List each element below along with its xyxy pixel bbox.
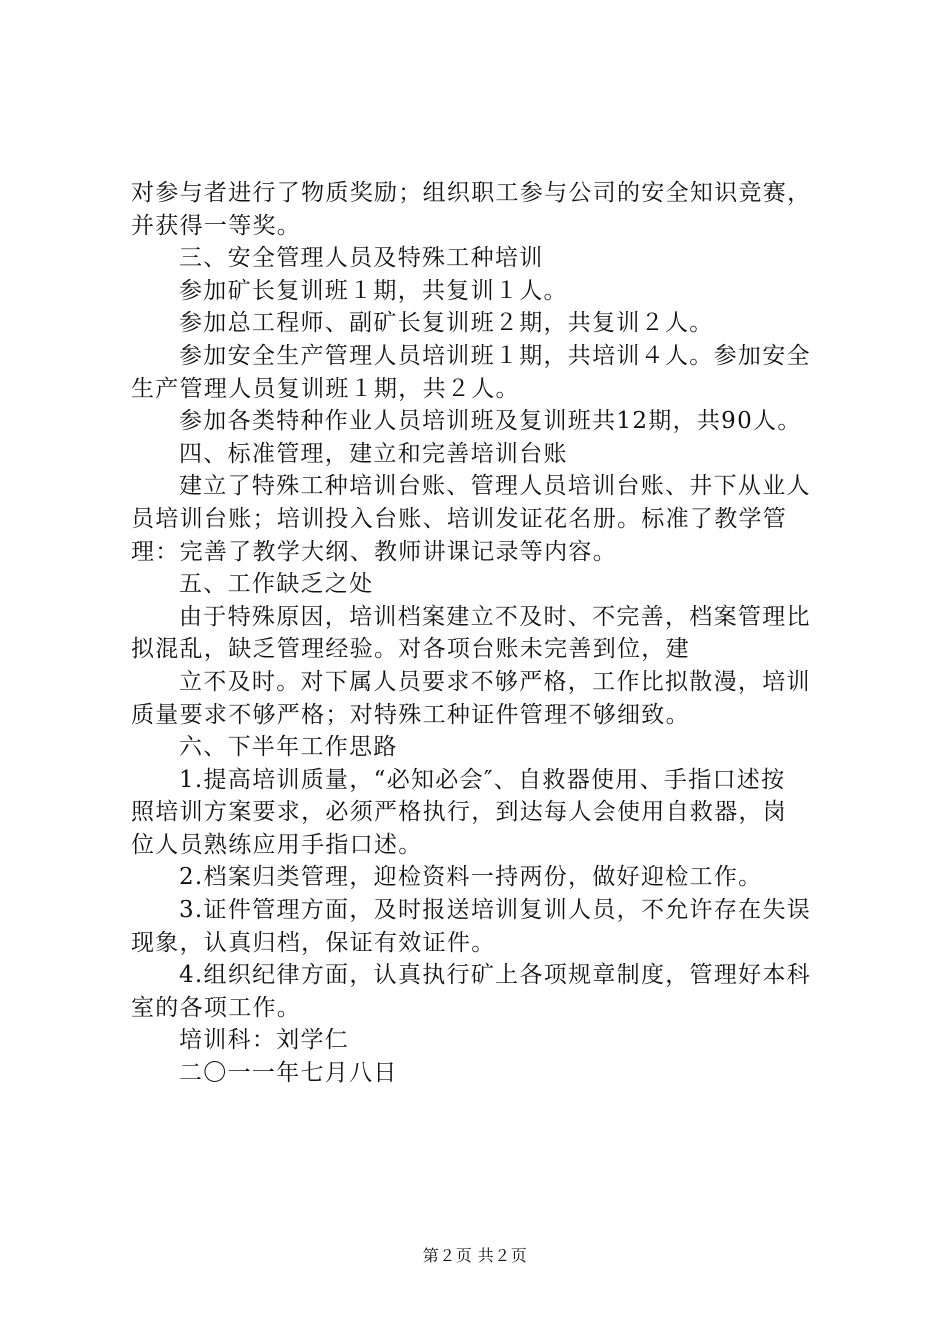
text-line: 拟混乱，缺乏管理经验。对各项台账未完善到位，建 — [131, 636, 690, 663]
text-line: 3.证件管理方面，及时报送培训复训人员，不允许存在失误 — [179, 897, 812, 924]
text-line: 立不及时。对下属人员要求不够严格，工作比拟散漫，培训 — [179, 668, 811, 695]
text-line: 对参与者进行了物质奖励；组织职工参与公司的安全知识竞赛， — [131, 180, 812, 206]
text-line: 参加总工程师、副矿长复训班２期，共复训２人。 — [179, 310, 714, 337]
text-line: 由于特殊原因，培训档案建立不及时、不完善，档案管理比 — [179, 603, 811, 630]
text-line: 参加矿长复训班１期，共复训１人。 — [179, 277, 568, 304]
text-line: 二〇一一年七月八日 — [179, 1060, 398, 1087]
text-line: 参加安全生产管理人员培训班１期，共培训４人。参加安全 — [179, 342, 811, 369]
text-line: 理：完善了教学大纲、教师讲课记录等内容。 — [131, 538, 617, 565]
text-line: 位人员熟练应用手指口述。 — [131, 831, 423, 858]
text-line: 五、工作缺乏之处 — [179, 571, 374, 598]
text-line: 四、标准管理，建立和完善培训台账 — [179, 440, 568, 467]
page-footer — [0, 1243, 950, 1266]
text-line: 生产管理人员复训班１期，共２人。 — [131, 375, 520, 402]
page-number-label: 第２页 共２页 — [422, 1246, 528, 1265]
text-line: 室的各项工作。 — [131, 994, 302, 1021]
text-line: 1.提高培训质量，“必知必会″、自救器使用、手指口述按 — [179, 766, 786, 793]
text-line: 现象，认真归档，保证有效证件。 — [131, 929, 496, 956]
text-line: 员培训台账；培训投入台账、培训发证花名册。标准了教学管 — [131, 505, 788, 532]
text-line: 参加各类特种作业人员培训班及复训班共12期，共90人。 — [179, 408, 802, 435]
text-line: 质量要求不够严格；对特殊工种证件管理不够细致。 — [131, 701, 690, 728]
text-line: 4.组织纪律方面，认真执行矿上各项规章制度，管理好本科 — [179, 962, 812, 989]
text-line: 建立了特殊工种培训台账、管理人员培训台账、井下从业人 — [179, 473, 811, 500]
text-line: 三、安全管理人员及特殊工种培训 — [179, 245, 544, 272]
text-line: 并获得一等奖。 — [131, 212, 302, 239]
text-line: 培训科：刘学仁 — [179, 1027, 350, 1054]
text-line: 六、下半年工作思路 — [179, 734, 398, 761]
text-line: 照培训方案要求，必须严格执行，到达每人会使用自救器，岗 — [131, 799, 788, 826]
text-line: 2.档案归类管理，迎检资料一持两份，做好迎检工作。 — [179, 864, 763, 891]
document-body — [131, 177, 831, 1090]
